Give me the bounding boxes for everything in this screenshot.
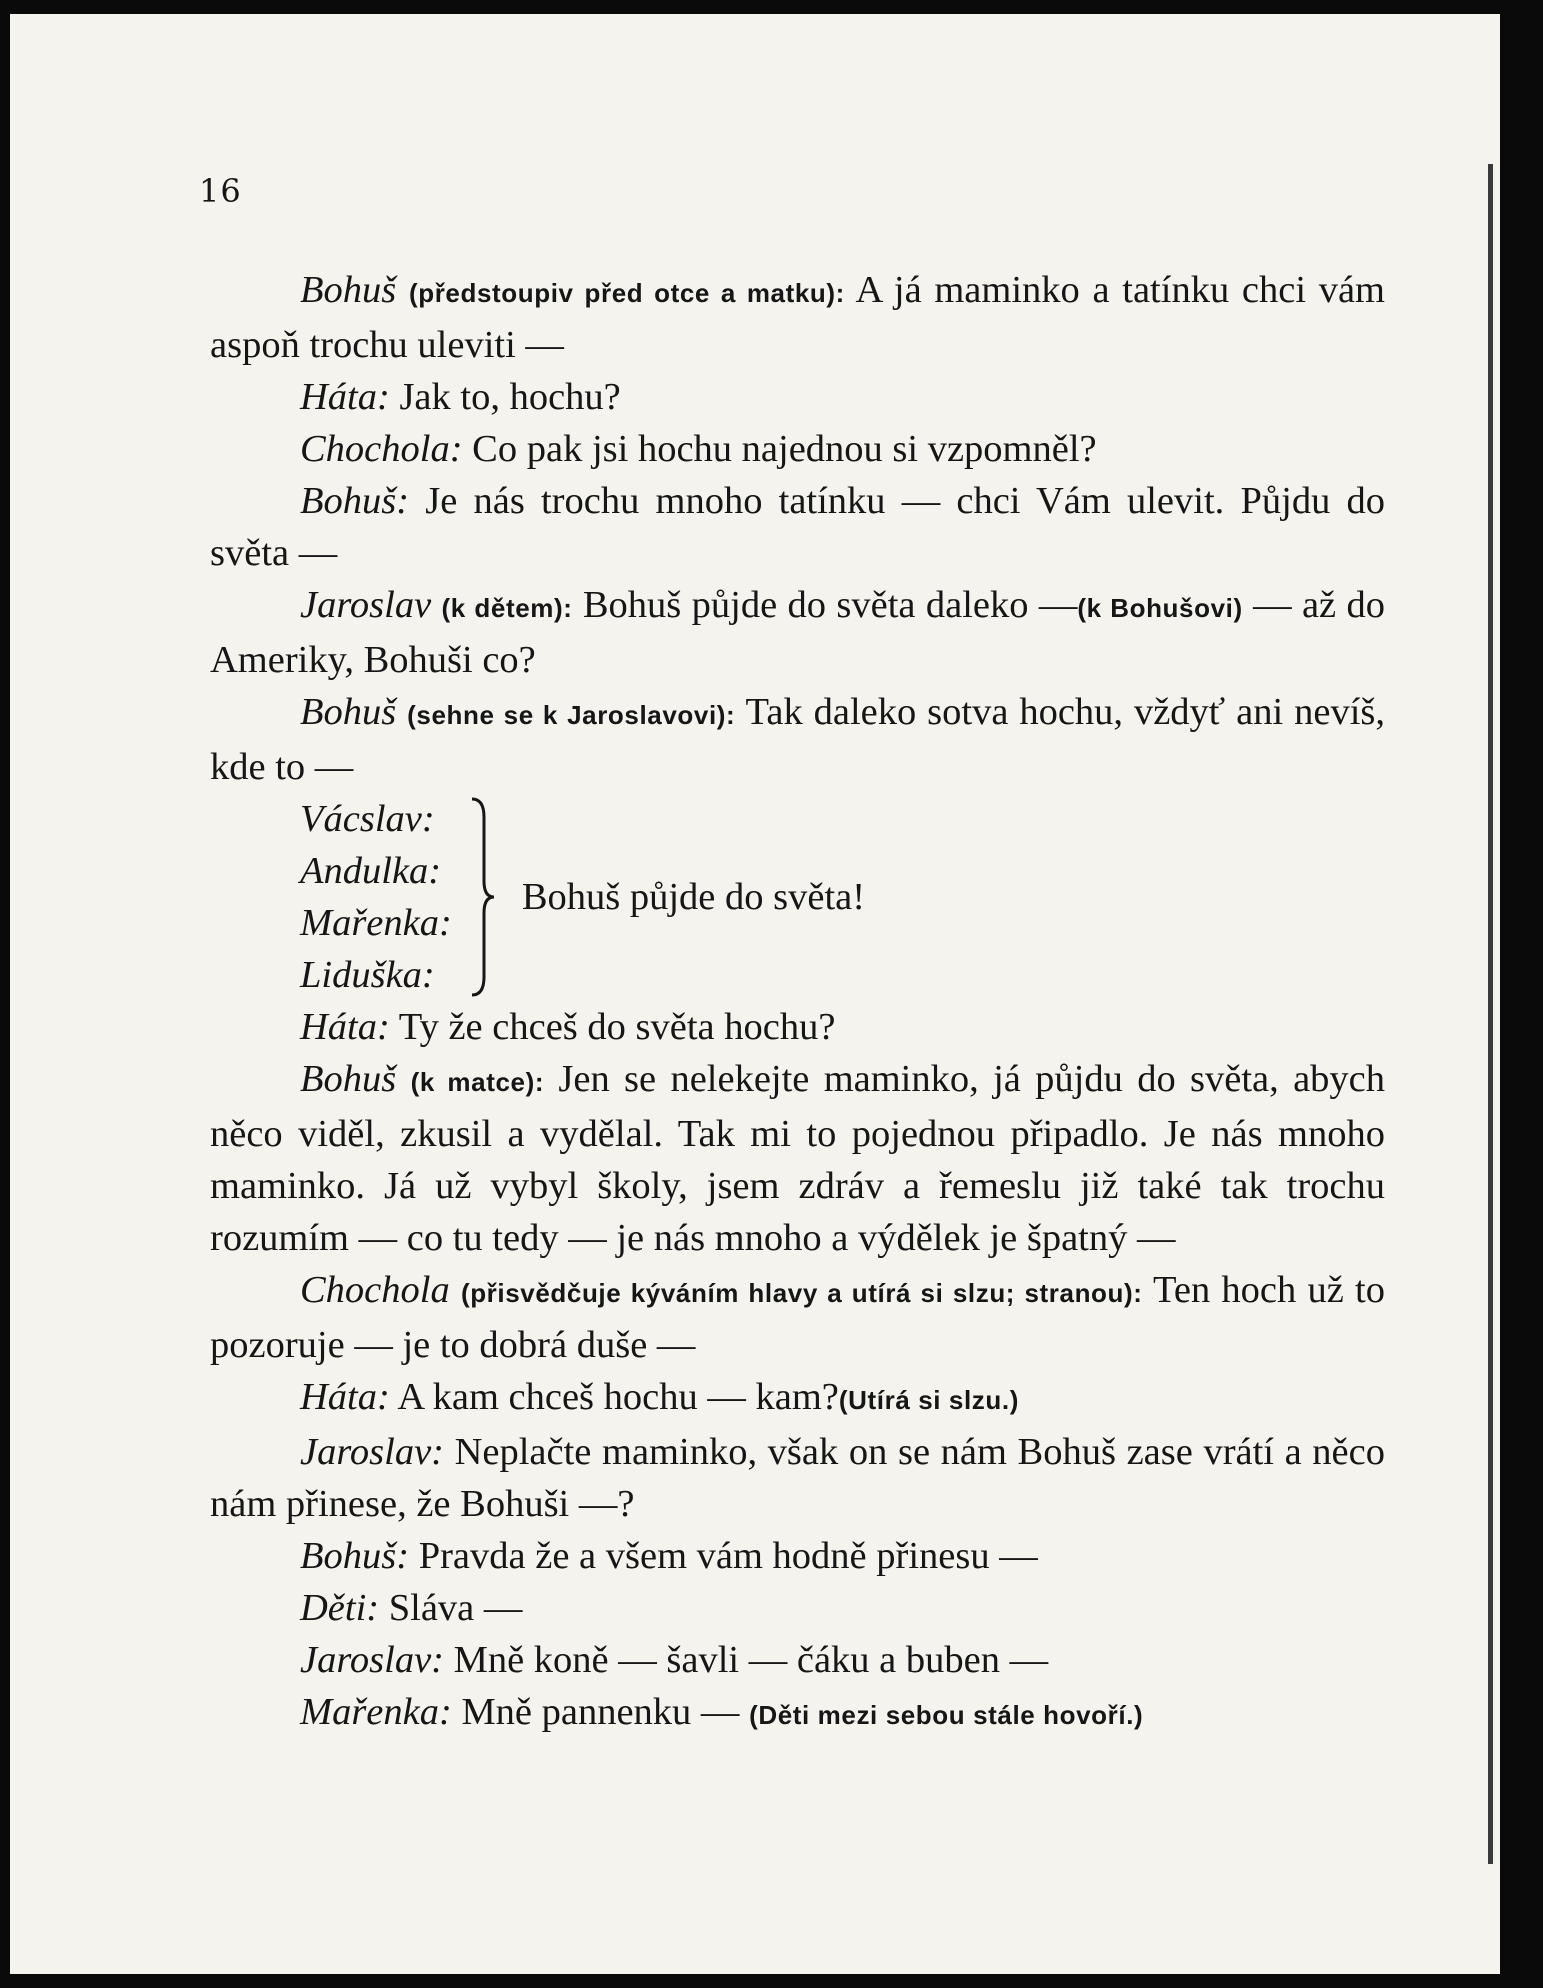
dialogue-block-2 (210, 1001, 1385, 1741)
speaker-name: Háta: (300, 1006, 390, 1048)
dialogue-text: Bohuš půjde do světa daleko — (572, 584, 1078, 626)
dialogue-text: Jak to, hochu? (389, 376, 621, 418)
speaker-name: Mařenka: (300, 1691, 452, 1733)
dialogue-paragraph (210, 423, 1385, 475)
speaker-name: Jaroslav: (300, 1431, 444, 1473)
dialogue-text: Neplačte maminko, však on se nám Bohuš zase vrátí a něco nám přinese, že Bohuši —? (210, 1431, 1385, 1525)
brace-icon (470, 797, 496, 997)
chorus-speaker: Liduška: (300, 954, 435, 996)
stage-direction: (přisvědčuje kýváním hlavy a utírá si slzu; stranou): (460, 1278, 1143, 1308)
dialogue-paragraph (210, 264, 1385, 371)
speaker-name: Bohuš (300, 691, 397, 733)
dialogue-text: Co pak jsi hochu najednou si vzpomněl? (462, 428, 1097, 470)
dialogue-block-1 (210, 264, 1385, 793)
speaker-name: Jaroslav (300, 584, 432, 626)
chorus-group (210, 793, 1385, 1001)
chorus-speaker: Andulka: (300, 850, 442, 892)
dialogue-paragraph (210, 1426, 1385, 1530)
speaker-name: Bohuš: (300, 1535, 410, 1577)
dialogue-text: Ty že chceš do světa hochu? (389, 1006, 836, 1048)
speaker-name: Jaroslav: (300, 1639, 444, 1681)
speaker-name: Chochola (300, 1269, 450, 1311)
dialogue-paragraph (210, 686, 1385, 793)
speaker-name: Chochola: (300, 428, 463, 470)
page-number: 16 (199, 172, 242, 210)
dialogue-paragraph (210, 371, 1385, 423)
dialogue-text: Ten hoch už to pozoruje — je to dobrá duše — (210, 1269, 1385, 1366)
stage-direction: (k matce): (410, 1067, 545, 1097)
page-edge-shadow (1488, 164, 1493, 1864)
stage-direction: (předstoupiv před otce a matku): (408, 278, 845, 308)
stage-direction: (sehne se k Jaroslavovi): (407, 700, 736, 730)
dialogue-paragraph (210, 1582, 1385, 1634)
dialogue-paragraph (210, 475, 1385, 579)
dialogue-text: A já maminko a tatínku chci vám aspoň trochu uleviti — (210, 269, 1385, 366)
dialogue-paragraph (210, 579, 1385, 686)
dialogue-text: A kam chceš hochu — kam? (389, 1376, 839, 1418)
dialogue-text: Mně koně — šavli — čáku a buben — (443, 1639, 1049, 1681)
dialogue-text: — až do Ameriky, Bohuši co? (210, 584, 1385, 681)
dialogue-text: Jen se nelekejte maminko, já půjdu do světa, abych něco viděl, zkusil a vydělal. Tak mi to pojednou připadlo. Je nás mnoho maminko. Já už vybyl školy, jsem zdráv a řemeslu již také tak trochu rozumím — co tu tedy — je nás mnoho a výdělek je špatný — (210, 1058, 1385, 1259)
dialogue-text: Sláva — (379, 1587, 523, 1629)
speaker-name: Bohuš: (300, 480, 410, 522)
stage-direction: (Děti mezi sebou stále hovoří.) (749, 1700, 1144, 1730)
chorus-speaker: Mařenka: (300, 902, 452, 944)
speaker-name: Háta: (300, 376, 390, 418)
dialogue-text: Tak daleko sotva hochu, vždyť ani nevíš, kde to — (210, 691, 1386, 788)
dialogue-paragraph (210, 1053, 1385, 1264)
dialogue-paragraph (210, 1371, 1385, 1426)
stage-direction: (k dětem): (441, 593, 573, 623)
speaker-name: Děti: (300, 1587, 380, 1629)
stage-direction: (k Bohušovi) (1077, 593, 1243, 623)
dialogue-paragraph (210, 1686, 1385, 1741)
chorus-speaker: Vácslav: (300, 798, 435, 840)
dialogue-paragraph (210, 1264, 1385, 1371)
chorus-line: Bohuš půjde do světa! (521, 876, 866, 918)
stage-direction: (Utírá si slzu.) (838, 1385, 1019, 1415)
chorus-speakers (300, 793, 452, 1001)
speaker-name: Háta: (300, 1376, 390, 1418)
speaker-name: Bohuš (300, 269, 397, 311)
play-text (210, 264, 1385, 1741)
dialogue-text: Mně pannenku — (451, 1691, 750, 1733)
dialogue-paragraph (210, 1530, 1385, 1582)
dialogue-paragraph (210, 1634, 1385, 1686)
dialogue-paragraph (210, 1001, 1385, 1053)
book-page (10, 14, 1500, 1974)
speaker-name: Bohuš (300, 1058, 397, 1100)
dialogue-text: Pravda že a všem vám hodně přinesu — (409, 1535, 1038, 1577)
dialogue-text: Je nás trochu mnoho tatínku — chci Vám ulevit. Půjdu do světa — (210, 480, 1385, 574)
